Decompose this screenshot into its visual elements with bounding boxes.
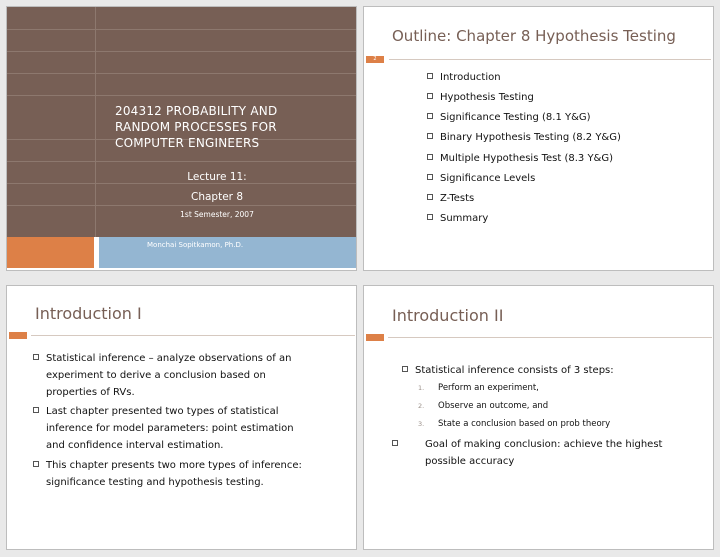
square-bullet-icon [427,154,433,160]
outline-item: Summary [427,210,488,227]
square-bullet-icon [402,366,408,372]
course-title-line: COMPUTER ENGINEERS [115,136,260,150]
grid-line [7,29,356,30]
bullet-item: Statistical inference – analyze observations of an experiment to derive a conclusion based on properties of RVs. [33,350,291,401]
square-bullet-icon [427,194,433,200]
title-rule [389,59,711,60]
square-bullet-icon [427,174,433,180]
square-bullet-icon [427,93,433,99]
grid-line [7,51,356,52]
outline-item: Multiple Hypothesis Test (8.3 Y&G) [427,150,613,167]
slide-number-marker [366,334,384,341]
slide-2-outline [363,6,714,271]
square-bullet-icon [427,133,433,139]
course-title-line: RANDOM PROCESSES FOR [115,120,277,134]
square-bullet-icon [427,73,433,79]
slide-title: Introduction II [392,306,504,325]
square-bullet-icon [33,407,39,413]
square-bullet-icon [427,113,433,119]
slide-number: 2 [366,56,384,63]
title-rule [31,335,355,336]
slide-title: Introduction I [35,304,142,323]
grid-line [7,161,356,162]
step-item: 3. State a conclusion based on prob theory [418,419,611,429]
chapter-label: Chapter 8 [191,191,243,203]
bullet-item: This chapter presents two more types of inference: significance testing and hypothesis testing. [33,457,302,491]
grid-line-vertical [95,7,96,237]
author-name: Monchai Sopitkamon, Ph.D. [147,241,244,249]
outline-item: Significance Levels [427,170,535,187]
outline-item: Significance Testing (8.1 Y&G) [427,109,591,126]
bullet-item: Last chapter presented two types of statistical inference for model parameters: point estimation and confidence interval estimation. [33,403,294,454]
slide-number-marker [9,332,27,339]
slide-1-title [6,6,357,271]
outline-item: Introduction [427,69,501,86]
semester-label: 1st Semester, 2007 [180,210,254,219]
title-rule [388,337,712,338]
outline-item: Hypothesis Testing [427,89,534,106]
square-bullet-icon [33,354,39,360]
square-bullet-icon [427,214,433,220]
square-bullet-icon [392,440,398,446]
outline-item: Binary Hypothesis Testing (8.2 Y&G) [427,129,621,146]
square-bullet-icon [33,461,39,467]
outline-item: Z-Tests [427,190,474,207]
slide-4-introduction-2 [363,285,714,550]
slide-3-introduction-1 [6,285,357,550]
bullet-item: Statistical inference consists of 3 steps: [402,362,614,379]
bullet-item: Goal of making conclusion: achieve the highest possible accuracy [392,436,662,470]
step-item: 1. Perform an experiment, [418,383,539,393]
lecture-number: Lecture 11: [187,171,247,183]
step-item: 2. Observe an outcome, and [418,401,549,411]
grid-line [7,95,356,96]
grid-line [7,205,356,206]
grid-line [7,73,356,74]
slide-title: Outline: Chapter 8 Hypothesis Testing [392,27,676,45]
accent-block [7,237,94,268]
course-title [115,103,345,151]
course-title-line: 204312 PROBABILITY AND [115,104,278,118]
grid-line [7,183,356,184]
